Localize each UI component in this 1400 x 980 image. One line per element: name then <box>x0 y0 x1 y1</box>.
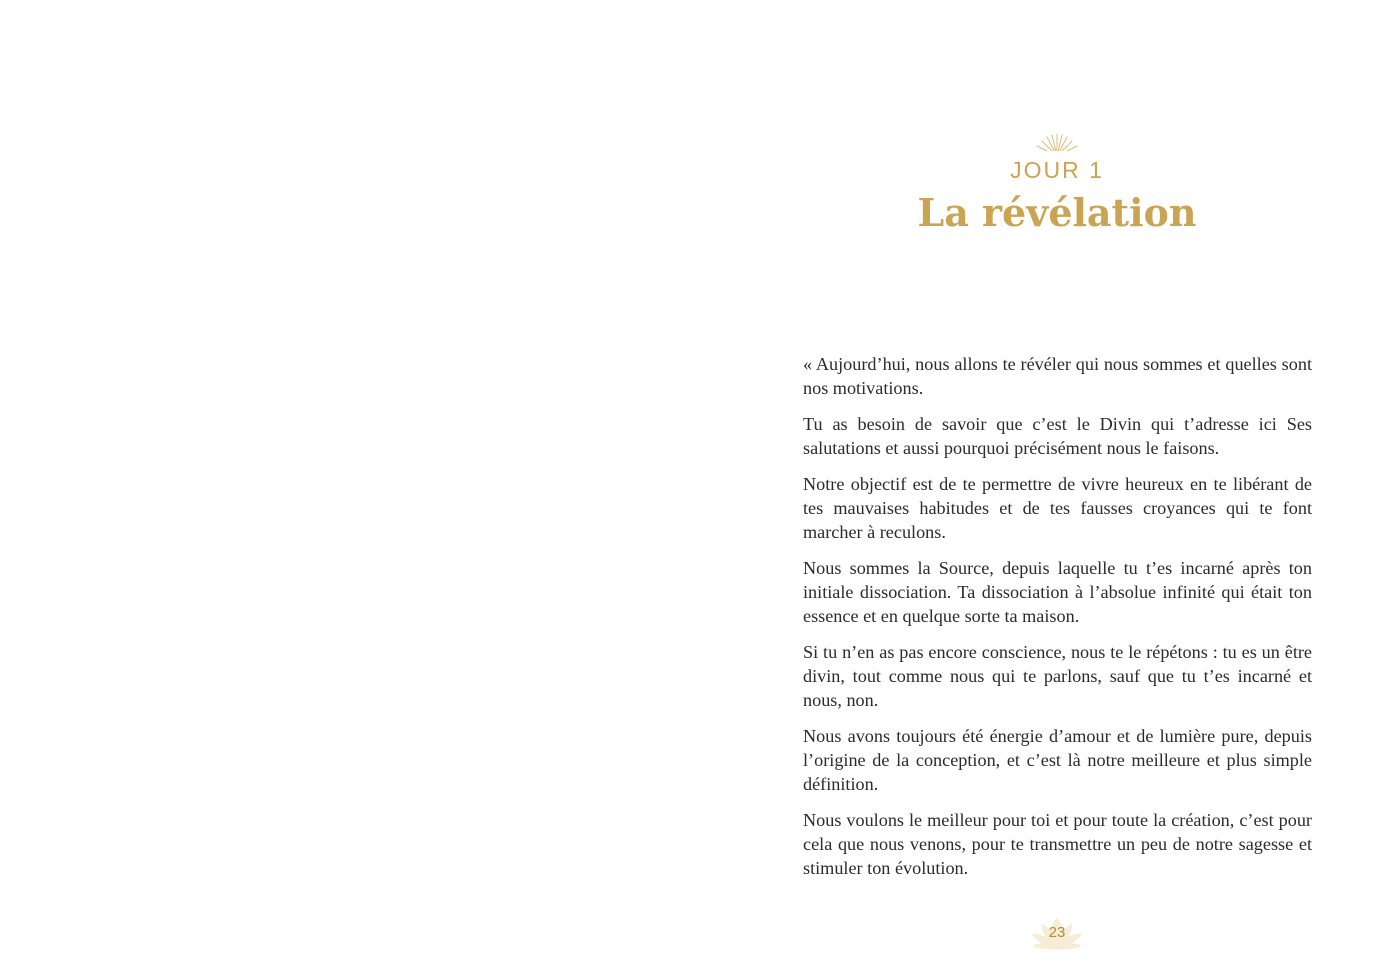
paragraph: « Aujourd’hui, nous allons te révéler qui nous sommes et quelles sont nos motivations. <box>803 354 1312 398</box>
paragraph: Si tu n’en as pas encore conscience, nous te le répétons : tu es un être divin, tout comme nous qui te parlons, sauf que tu t’es incarné et nous, non. <box>803 642 1312 710</box>
body-text <box>803 352 1312 892</box>
sun-rays-icon <box>1030 132 1084 158</box>
page-number: 23 <box>1048 924 1066 941</box>
paragraph: Nous voulons le meilleur pour toi et pour toute la création, c’est pour cela que nous venons, pour te transmettre un peu de notre sagesse et stimuler ton évolution. <box>803 810 1312 878</box>
chapter-label: JOUR 1 <box>1010 157 1104 183</box>
chapter-title: La révélation <box>917 190 1197 235</box>
right-page <box>700 0 1400 980</box>
page-footer <box>1029 914 1085 950</box>
paragraph: Nous avons toujours été énergie d’amour et de lumière pure, depuis l’origine de la conception, et c’est là notre meilleure et plus simple définition. <box>803 726 1312 794</box>
paragraph: Tu as besoin de savoir que c’est le Divin qui t’adresse ici Ses salutations et aussi pourquoi précisément nous le faisons. <box>803 414 1312 458</box>
paragraph: Notre objectif est de te permettre de vivre heureux en te libérant de tes mauvaises habitudes et de tes fausses croyances qui te font marcher à reculons. <box>803 474 1312 542</box>
paragraph: Nous sommes la Source, depuis laquelle tu t’es incarné après ton initiale dissociation. Ta dissociation à l’absolue infinité qui était ton essence et en quelque sorte ta maison. <box>803 558 1312 626</box>
